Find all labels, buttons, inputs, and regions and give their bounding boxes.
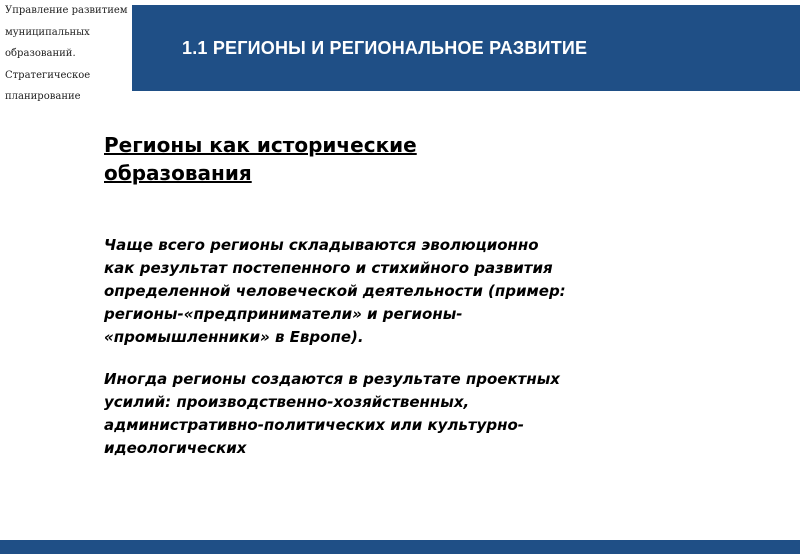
course-label-line: образований. [5, 48, 76, 59]
section-heading [104, 131, 524, 187]
section-heading-line: образования [104, 161, 252, 185]
course-label-line: Стратегическое [5, 69, 91, 81]
slide-title: 1.1 РЕГИОНЫ И РЕГИОНАЛЬНОЕ РАЗВИТИЕ [182, 38, 588, 58]
footer-bar [0, 540, 800, 554]
course-label-line: муниципальных [5, 26, 90, 38]
paragraph-line: идеологических [104, 439, 247, 457]
course-label [5, 0, 145, 108]
paragraph-evolution [104, 234, 704, 349]
paragraph-line: как результат постепенного и стихийного развития [104, 259, 553, 277]
section-heading-line: Регионы как исторические [104, 133, 417, 157]
course-label-line: планирование [5, 91, 81, 102]
paragraph-line: административно-политических или культурно- [104, 416, 524, 434]
paragraph-line: усилий: производственно-хозяйственных, [104, 393, 470, 411]
paragraph-line: Чаще всего регионы складываются эволюционно [104, 236, 539, 254]
paragraph-projects [104, 368, 704, 460]
course-label-line: Управление развитием [5, 5, 128, 16]
paragraph-line: «промышленники» в Европе). [104, 328, 364, 346]
paragraph-line: Иногда регионы создаются в результате проектных [104, 370, 560, 388]
paragraph-line: определенной человеческой деятельности (пример: [104, 282, 566, 300]
paragraph-line: регионы-«предприниматели» и регионы- [104, 305, 463, 323]
